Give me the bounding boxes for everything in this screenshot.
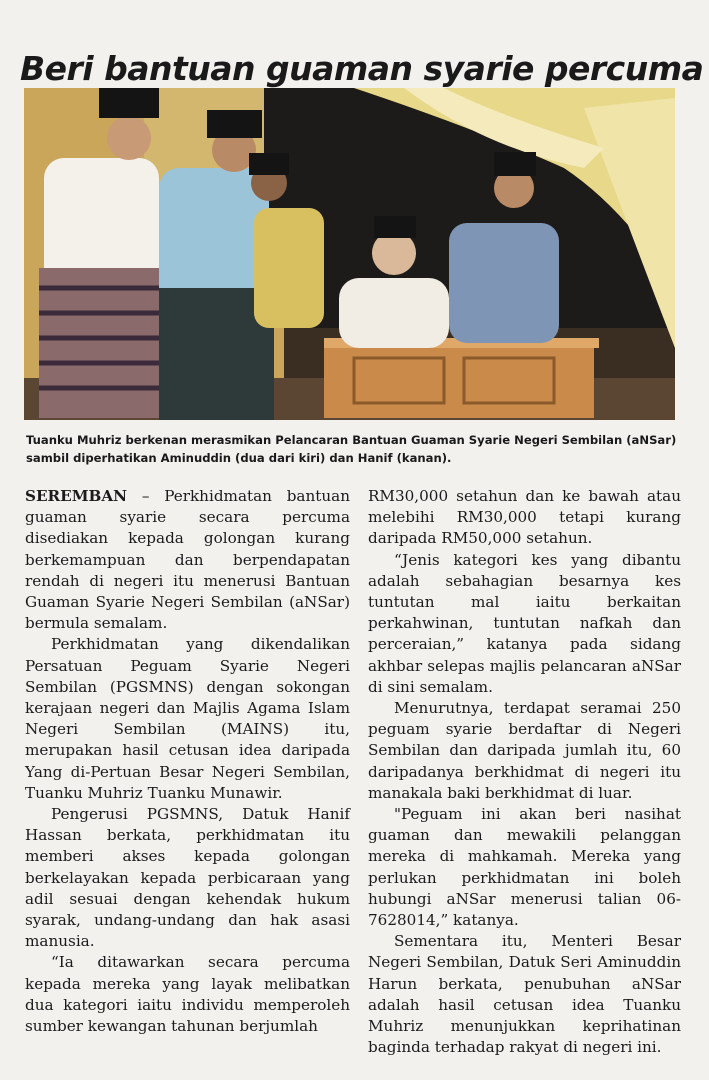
photo-illustration: [24, 88, 675, 420]
article-paragraph: Pengerusi PGSMNS, Datuk Hanif Hassan berkata, perkhidmatan itu memberi akses kepada golongan berkelayakan kepada perbicaraan yang adil sesuai dengan kehendak hukum syarak, undang-undang dan hak asasi manusia.: [25, 805, 350, 951]
news-photo: [24, 88, 675, 420]
photo-caption: Tuanku Muhriz berkenan merasmikan Pelancaran Bantuan Guaman Syarie Negeri Sembilan (aNSar) sambil diperhatikan Aminuddin (dua dari kiri) dan Hanif (kanan).: [26, 433, 677, 465]
article-paragraph: Perkhidmatan yang dikendalikan Persatuan Peguam Syarie Negeri Sembilan (PGSMNS) dengan sokongan kerajaan negeri dan Majlis Agama Islam Negeri Sembilan (MAINS) itu, merupakan hasil cetusan idea daripada Yang di-Pertuan Besar Negeri Sembilan, Tuanku Muhriz Tuanku Munawir.: [25, 635, 350, 802]
article-paragraph: "Peguam ini akan beri nasihat guaman dan mewakili pelanggan mereka di mahkamah. Mereka yang perlukan perkhidmatan ini boleh hubungi aNSar menerusi talian 06-7628014,” katanya.: [368, 805, 681, 930]
article-paragraph: RM30,000 setahun dan ke bawah atau melebihi RM30,000 tetapi kurang daripada RM50,000 setahun.: [368, 487, 681, 548]
paragraph-text: – Perkhidmatan bantuan guaman syarie secara percuma disediakan kepada golongan kurang berkemampuan dan berpendapatan rendah di negeri itu menerusi Bantuan Guaman Syarie Negeri Sembilan (aNSar) bermula semalam.: [25, 487, 350, 633]
article-paragraph: [25, 486, 350, 634]
dateline: SEREMBAN: [25, 487, 128, 505]
article-paragraph: Menurutnya, terdapat seramai 250 peguam syarie berdaftar di Negeri Sembilan dan daripada jumlah itu, 60 daripadanya berkhidmat di negeri itu manakala baki berkhidmat di luar.: [368, 699, 681, 802]
article-column-left: [25, 486, 350, 1037]
article-paragraph: “Jenis kategori kes yang dibantu adalah sebahagian besarnya kes tuntutan mal iaitu berkaitan perkahwinan, tuntutan nafkah dan perceraian,” katanya pada sidang akhbar selepas majlis pelancaran aNSar di sini semalam.: [368, 550, 681, 696]
headline: Beri bantuan guaman syarie percuma: [20, 49, 704, 89]
article-paragraph: Sementara itu, Menteri Besar Negeri Sembilan, Datuk Seri Aminuddin Harun berkata, penubuhan aNSar adalah hasil cetusan idea Tuanku Muhriz menunjukkan keprihatinan baginda terhadap rakyat di negeri ini.: [368, 932, 681, 1057]
article-paragraph: “Ia ditawarkan secara percuma kepada mereka yang layak melibatkan dua kategori iaitu individu memperoleh sumber kewangan tahunan berjumlah: [25, 953, 350, 1036]
article-column-right: [368, 486, 681, 1058]
